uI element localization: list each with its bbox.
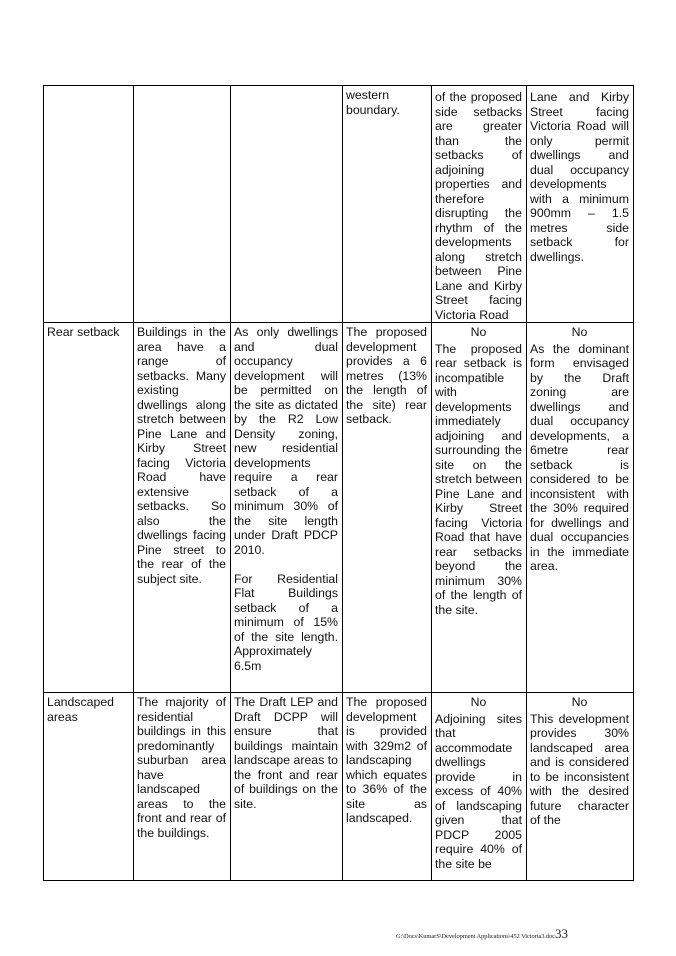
page-number: 33 bbox=[554, 926, 568, 941]
existing-character-text: Buildings in the area have a range of setbacks. Many existing dwellings along stretch between Pine Lane and Kirby Street facing Victoria Road have extensive setbacks. So also the dwellings facing Pine street to the rear of the subject site. bbox=[137, 325, 226, 586]
existing-character-cell bbox=[134, 86, 231, 323]
table-row bbox=[44, 86, 634, 323]
compliance-cell bbox=[432, 693, 527, 881]
proposal-cell bbox=[343, 323, 432, 693]
aspect-text: Landscaped areas bbox=[47, 695, 115, 724]
assessment-cell bbox=[527, 693, 634, 881]
table-row bbox=[44, 693, 634, 881]
table-row bbox=[44, 323, 634, 693]
assessment-reason: This development provides 30% landscaped area and is considered to be inconsistent with the desired future character of the bbox=[530, 711, 629, 827]
document-path: G:\Docs\KumarS\Development Applications\452 Victoria3.doc bbox=[396, 933, 555, 940]
desired-controls-text: As only dwellings and dual occupancy development will be permitted on the site as dictated by the R2 Low Density zoning, new residential developments require a rear setback of a minimum 30% of the site length under Draft PDCP 2010. For Residential Flat Buildings setback of a minimum of 15% of the site length. Approximately 6.5m bbox=[234, 325, 338, 673]
compliance-comment: of the proposed side setbacks are greater than the setbacks of adjoining properties and therefore disrupting the rhythm of the developments along stretch between Pine Lane and Kirby Street facing Victoria Road bbox=[435, 90, 522, 322]
assessment-reason: As the dominant form envisaged by the Draft zoning are dwellings and dual occupancy developments, a 6metre rear setback is considered to be inconsistent with the 30% required for dwellings and dual occupancies in the immediate area. bbox=[530, 341, 629, 573]
aspect-text: Rear setback bbox=[47, 325, 120, 339]
planning-assessment-table bbox=[43, 85, 634, 881]
desired-controls-text: The Draft LEP and Draft DCPP will ensure that buildings maintain landscape areas to the front and rear of buildings on the site. bbox=[234, 695, 338, 811]
compliance-cell bbox=[432, 86, 527, 323]
proposal-cell bbox=[343, 86, 432, 323]
assessment-verdict: No bbox=[571, 325, 588, 339]
page-footer bbox=[396, 925, 568, 943]
proposal-cell bbox=[343, 693, 432, 881]
assessment-reason: Lane and Kirby Street facing Victoria Road will only permit dwellings and dual occupancy developments with a minimum 900mm – 1.5 metres side setback for dwellings. bbox=[530, 90, 629, 264]
aspect-cell bbox=[44, 693, 134, 881]
existing-character-cell bbox=[134, 693, 231, 881]
assessment-cell bbox=[527, 323, 634, 693]
proposal-text: The proposed development is provided with 329m2 of landscaping which equates to 36% of the site as landscaped. bbox=[346, 695, 427, 825]
compliance-verdict: No bbox=[470, 695, 487, 709]
compliance-comment: The proposed rear setback is incompatible with developments immediately adjoining and surrounding the site on the stretch between Pine Lane and Kirby Street facing Victoria Road that have rear setbacks beyond the minimum 30% of the length of the site. bbox=[435, 341, 522, 617]
existing-character-text: The majority of residential buildings in this predominantly suburban area have landscaped areas to the front and rear of the buildings. bbox=[137, 695, 226, 840]
compliance-verdict: No bbox=[470, 325, 487, 339]
desired-controls-cell bbox=[231, 323, 343, 693]
assessment-cell bbox=[527, 86, 634, 323]
desired-controls-cell bbox=[231, 693, 343, 881]
proposal-text: western boundary. bbox=[346, 88, 400, 117]
aspect-cell bbox=[44, 323, 134, 693]
existing-character-cell bbox=[134, 323, 231, 693]
aspect-cell bbox=[44, 86, 134, 323]
compliance-cell bbox=[432, 323, 527, 693]
compliance-comment: Adjoining sites that accommodate dwellings provide in excess of 40% of landscaping given that PDCP 2005 require 40% of the site be bbox=[435, 711, 522, 871]
proposal-text: The proposed development provides a 6 metres (13% the length of the site) rear setback. bbox=[346, 325, 427, 426]
assessment-verdict: No bbox=[571, 695, 588, 709]
desired-controls-cell bbox=[231, 86, 343, 323]
